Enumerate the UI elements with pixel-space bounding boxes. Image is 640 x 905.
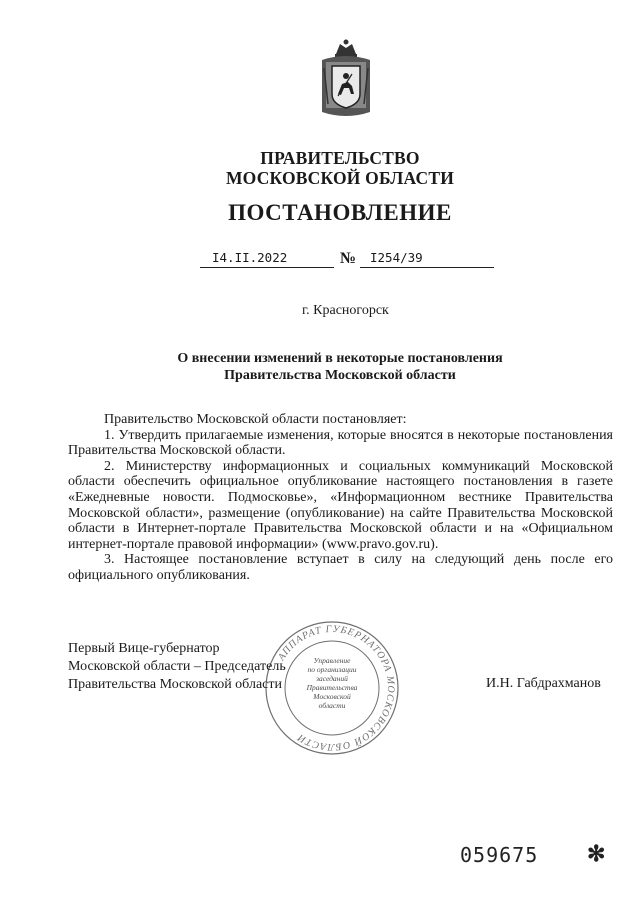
body-paragraph-2: 2. Министерству информационных и социальных коммуникаций Московской области обеспечить официальное опубликование настоящего постановления в газете «Ежедневные новости. Подмосковье», «Информационном вестнике Правительства Московской области», размещение (опубликование) на сайте Правительства Московской области в Интернет-портале Правительства Московской области и на «Официальном интернет-портале правовой информации» (www.pravo.gov.ru). xyxy=(68,458,613,552)
signer-title-line-2: Московской области – Председатель xyxy=(68,659,286,674)
number-sign: № xyxy=(340,250,357,267)
document-number: I254/39 xyxy=(360,249,494,268)
stamp-inner-text xyxy=(296,656,368,710)
subject-line-2: Правительства Московской области xyxy=(224,368,456,383)
org-name-line-2: МОСКОВСКОЙ ОБЛАСТИ xyxy=(225,168,455,188)
stamp-line: области xyxy=(318,701,346,710)
stamp-line: заседаний xyxy=(316,674,348,683)
stamp-line: по организации xyxy=(307,665,357,674)
body-paragraph-3: 3. Настоящее постановление вступает в силу на следующий день после его официального опубликования. xyxy=(68,552,613,583)
org-name-line-1: ПРАВИТЕЛЬСТВО xyxy=(260,148,420,168)
subject-line-1: О внесении изменений в некоторые постановления xyxy=(177,351,503,366)
signer-title xyxy=(68,640,286,694)
signer-title-line-1: Первый Вице-губернатор xyxy=(68,641,220,656)
document-date: I4.II.2022 xyxy=(200,249,334,268)
signer-title-line-3: Правительства Московской области xyxy=(68,677,282,692)
stamp-line: Московской xyxy=(313,692,351,701)
serial-number: 059675 xyxy=(460,843,539,867)
signer-name: И.Н. Габдрахманов xyxy=(486,676,601,691)
stamp-line: Правительства xyxy=(306,683,358,692)
body-paragraph-1: 1. Утвердить прилагаемые изменения, которые вносятся в некоторые постановления Правительства Московской области. xyxy=(68,427,613,459)
city-line: г. Красногорск xyxy=(302,303,389,318)
stamp-line: Управление xyxy=(313,656,351,665)
document-subject xyxy=(20,350,640,384)
serial-mark-icon: ✻ xyxy=(587,841,606,866)
body-paragraph-intro: Правительство Московской области постановляет: xyxy=(104,412,407,427)
moscow-oblast-coat-of-arms-icon xyxy=(318,38,374,118)
stamp-ring-text: АППАРАТ ГУБЕРНАТОРА МОСКОВСКОЙ ОБЛАСТИ xyxy=(276,623,397,753)
document-type-title: ПОСТАНОВЛЕНИЕ xyxy=(228,200,452,225)
document-body xyxy=(68,412,613,584)
